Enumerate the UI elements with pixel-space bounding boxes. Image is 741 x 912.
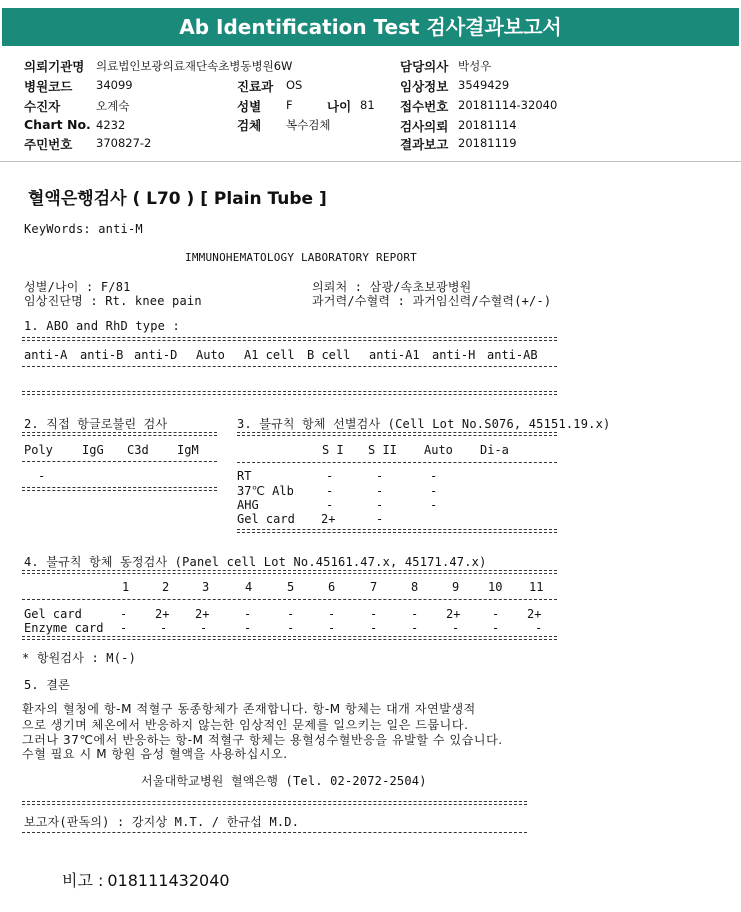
conclusion-title: 5. 결론: [24, 678, 70, 692]
keywords: KeyWords: anti-M: [24, 222, 143, 236]
screen-cell: -: [376, 484, 384, 498]
screen-cell: -: [326, 484, 334, 498]
value-report-date: 20181119: [458, 136, 517, 150]
divider: [22, 636, 557, 640]
sex-age: 성별/나이 : F/81: [24, 280, 131, 294]
panel-col-header: 3: [202, 580, 210, 594]
dat-col-header: Poly: [24, 443, 53, 457]
panel-cell: -: [328, 607, 336, 621]
screen-col-header: S I: [322, 443, 344, 457]
divider: [22, 432, 217, 436]
abo-col-header: anti-D: [134, 348, 178, 362]
label-specimen: 검체: [237, 118, 262, 133]
antigen-test: * 항원검사 : M(-): [22, 651, 136, 665]
screen-cell: -: [326, 469, 334, 483]
label-patient: 수진자: [24, 99, 61, 114]
value-resident-no: 370827-2: [96, 136, 152, 150]
abo-col-header: anti-A: [24, 348, 68, 362]
divider: [22, 461, 217, 462]
screen-row-label: AHG: [237, 498, 259, 512]
screen-row-label: 37℃ Alb: [237, 484, 294, 498]
panel-col-header: 10: [488, 580, 503, 594]
label-doctor: 담당의사: [400, 59, 449, 74]
value-request-date: 20181114: [458, 118, 517, 132]
remark-value: 018111432040: [107, 871, 230, 890]
screen-col-header: Di-a: [480, 443, 509, 457]
screen-cell: -: [430, 469, 438, 483]
screen-cell: -: [326, 498, 334, 512]
dat-value: -: [38, 469, 46, 483]
label-resident-no: 주민번호: [24, 137, 73, 152]
panel-cell: -: [535, 621, 543, 635]
divider: [237, 432, 557, 436]
lab-report-title: IMMUNOHEMATOLOGY LABORATORY REPORT: [185, 251, 417, 264]
screen-cell: -: [430, 498, 438, 512]
divider: [22, 366, 557, 367]
value-chart-no: 4232: [96, 118, 126, 132]
label-receipt-no: 접수번호: [400, 99, 449, 114]
divider: [237, 529, 557, 533]
panel-cell: -: [370, 607, 378, 621]
panel-cell: -: [120, 621, 128, 635]
screening-section-title: 3. 불규칙 항체 선별검사 (Cell Lot No.S076, 45151.19.x): [237, 417, 611, 431]
panel-cell: -: [120, 607, 128, 621]
screen-cell: -: [376, 498, 384, 512]
label-report-date: 결과보고: [400, 137, 449, 152]
panel-cell: -: [452, 621, 460, 635]
panel-col-header: 1: [122, 580, 130, 594]
conclusion-line: 환자의 혈청에 항-M 적혈구 동종항체가 존재합니다. 항-M 항체는 대개 자연발생적: [22, 702, 476, 716]
divider: [22, 801, 527, 805]
screen-row-label: Gel card: [237, 512, 295, 526]
panel-cell: 2+: [155, 607, 170, 621]
divider: [22, 570, 557, 574]
divider: [22, 337, 557, 341]
panel-cell: -: [411, 607, 419, 621]
panel-col-header: 6: [328, 580, 336, 594]
conclusion-line: 그러나 37℃에서 반응하는 항-M 적혈구 항체는 용혈성수혈반응을 유발할 수 있습니다.: [22, 733, 503, 747]
panel-cell: -: [411, 621, 419, 635]
panel-cell: -: [287, 607, 295, 621]
abo-col-header: anti-H: [432, 348, 476, 362]
divider: [22, 487, 217, 491]
panel-cell: -: [492, 607, 500, 621]
label-age: 나이: [327, 99, 352, 114]
panel-cell: 2+: [195, 607, 210, 621]
screen-cell: -: [376, 512, 384, 526]
value-sex: F: [286, 98, 293, 112]
dat-col-header: IgM: [177, 443, 199, 457]
abo-col-header: anti-B: [80, 348, 124, 362]
divider: [22, 599, 557, 600]
value-department: OS: [286, 78, 303, 92]
screen-cell: 2+: [321, 512, 336, 526]
diagnosis: 임상진단명 : Rt. knee pain: [24, 294, 202, 308]
value-doctor: 박성우: [458, 59, 492, 73]
divider: [22, 832, 527, 833]
report-title-bar: Ab Identification Test 검사결과보고서: [2, 8, 739, 46]
abo-col-header: anti-A1: [369, 348, 420, 362]
label-request-date: 검사의뢰: [400, 119, 449, 134]
value-patient: 오계숙: [96, 99, 130, 113]
reporter: 보고자(판독의) : 강지상 M.T. / 한규섭 M.D.: [24, 815, 300, 829]
label-department: 진료과: [237, 79, 274, 94]
value-hospital-code: 34099: [96, 78, 133, 92]
referrer: 의뢰처 : 삼광/속초보광병원: [312, 280, 472, 294]
conclusion-line: 수혈 필요 시 M 항원 음성 혈액을 사용하십시오.: [22, 747, 288, 761]
label-chart-no: Chart No.: [24, 117, 91, 132]
value-clinical-info: 3549429: [458, 78, 510, 92]
value-age: 81: [360, 98, 375, 112]
panel-row-label: Gel card: [24, 607, 82, 621]
remark-label: 비고 :: [62, 871, 104, 890]
screen-col-header: Auto: [424, 443, 453, 457]
panel-cell: -: [244, 607, 252, 621]
value-specimen: 복수검체: [286, 118, 331, 132]
screen-col-header: S II: [368, 443, 397, 457]
label-clinical-info: 임상정보: [400, 79, 449, 94]
panel-cell: -: [244, 621, 252, 635]
abo-col-header: A1 cell: [244, 348, 295, 362]
value-receipt-no: 20181114-32040: [458, 98, 558, 112]
divider: [237, 462, 557, 463]
dat-col-header: C3d: [127, 443, 149, 457]
panel-cell: -: [370, 621, 378, 635]
abo-col-header: B cell: [307, 348, 351, 362]
screen-cell: -: [430, 484, 438, 498]
panel-col-header: 7: [370, 580, 378, 594]
panel-cell: -: [328, 621, 336, 635]
label-sex: 성별: [237, 99, 262, 114]
screen-row-label: RT: [237, 469, 252, 483]
panel-cell: -: [160, 621, 168, 635]
panel-row-label: Enzyme card: [24, 621, 104, 635]
divider: [22, 391, 557, 395]
value-institution: 의료법인보광의료재단속초병동병원6W: [96, 59, 293, 73]
abo-col-header: Auto: [196, 348, 225, 362]
abo-col-header: anti-AB: [487, 348, 538, 362]
panel-col-header: 5: [287, 580, 295, 594]
conclusion-line: 으로 생기며 체온에서 반응하지 않는한 임상적인 문제를 일으키는 일은 드뭅니다.: [22, 718, 469, 732]
abo-section-title: 1. ABO and RhD type :: [24, 319, 180, 333]
history: 과거력/수혈력 : 과거임신력/수혈력(+/-): [312, 294, 552, 308]
label-hospital-code: 병원코드: [24, 79, 73, 94]
test-section-title: 혈액은행검사 ( L70 ) [ Plain Tube ]: [28, 189, 327, 209]
panel-cell: -: [492, 621, 500, 635]
dat-col-header: IgG: [82, 443, 104, 457]
label-institution: 의뢰기관명: [24, 59, 85, 74]
panel-col-header: 11: [529, 580, 544, 594]
panel-col-header: 8: [411, 580, 419, 594]
remark: [62, 868, 230, 891]
institution: 서울대학교병원 혈액은행 (Tel. 02-2072-2504): [141, 774, 427, 788]
panel-col-header: 9: [452, 580, 460, 594]
panel-col-header: 2: [162, 580, 170, 594]
header-divider: [0, 161, 741, 162]
panel-cell: 2+: [527, 607, 542, 621]
panel-cell: -: [200, 621, 208, 635]
panel-cell: 2+: [446, 607, 461, 621]
panel-section-title: 4. 불규칙 항체 동정검사 (Panel cell Lot No.45161.47.x, 45171.47.x): [24, 555, 487, 569]
panel-col-header: 4: [245, 580, 253, 594]
screen-cell: -: [376, 469, 384, 483]
panel-cell: -: [287, 621, 295, 635]
dat-section-title: 2. 직접 항글로불린 검사: [24, 417, 168, 431]
